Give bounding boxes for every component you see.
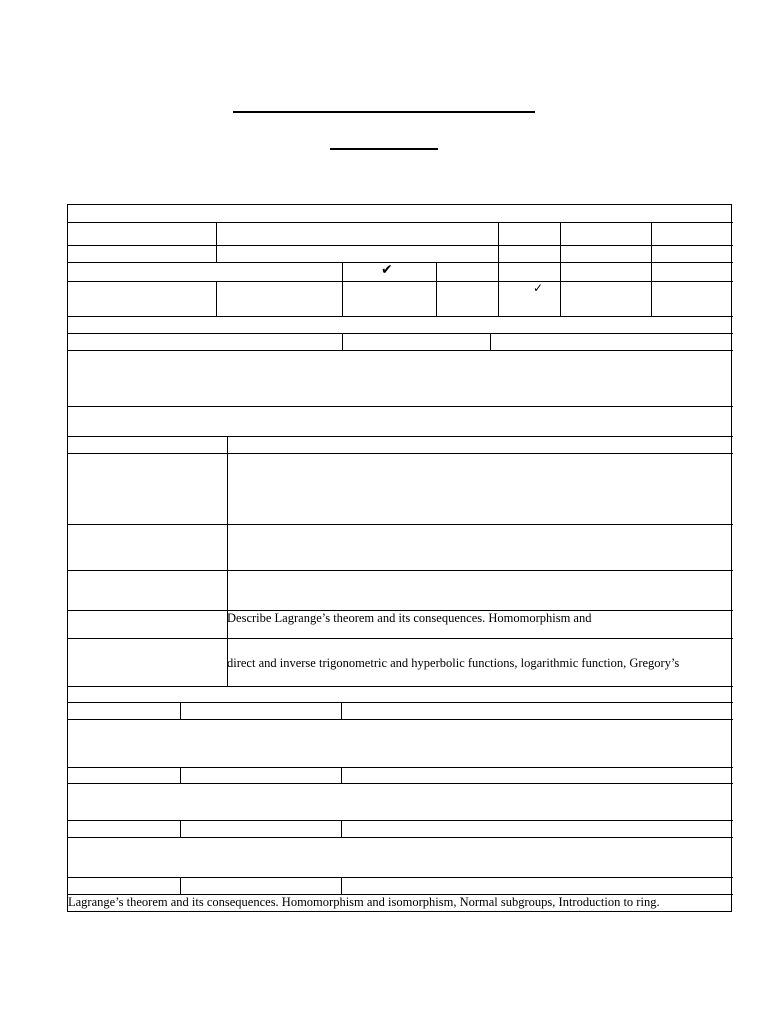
col-divider <box>651 245 652 262</box>
col-divider <box>342 281 343 316</box>
row-divider <box>68 316 733 317</box>
col-divider <box>227 436 228 686</box>
row-divider <box>68 877 733 878</box>
col-divider <box>180 877 181 894</box>
col-divider <box>216 281 217 316</box>
row-divider <box>68 524 733 525</box>
row-divider <box>68 686 733 687</box>
col-divider <box>560 222 561 245</box>
col-divider <box>341 702 342 719</box>
row-divider <box>68 783 733 784</box>
row-divider <box>68 719 733 720</box>
row-divider <box>68 702 733 703</box>
subtitle-underline <box>330 148 438 150</box>
checkmark-icon: ✓ <box>533 281 544 295</box>
row-divider <box>68 350 733 351</box>
col-divider <box>436 281 437 316</box>
row-divider <box>68 245 733 246</box>
row-divider <box>68 436 733 437</box>
form-table <box>67 204 732 912</box>
row-divider <box>68 406 733 407</box>
row-divider <box>68 281 733 282</box>
col-divider <box>341 820 342 837</box>
row-divider <box>68 767 733 768</box>
col-divider <box>180 702 181 719</box>
col-divider <box>342 262 343 281</box>
col-divider <box>498 281 499 316</box>
col-divider <box>216 222 217 245</box>
col-divider <box>498 222 499 245</box>
col-divider <box>216 245 217 262</box>
row-divider <box>68 333 733 334</box>
row-divider <box>68 638 733 639</box>
col-divider <box>436 262 437 281</box>
col-divider <box>180 767 181 783</box>
col-divider <box>651 262 652 281</box>
col-divider <box>498 245 499 262</box>
title-underline <box>233 111 535 113</box>
footer-text: Lagrange’s theorem and its consequences. Homomorphism and isomorphism, Normal subgroups, Introduction to ring. <box>68 895 660 909</box>
row-divider <box>68 837 733 838</box>
col-divider <box>560 262 561 281</box>
col-divider <box>490 333 491 350</box>
col-divider <box>498 262 499 281</box>
row-divider <box>68 222 733 223</box>
col-divider <box>180 820 181 837</box>
col-divider <box>342 333 343 350</box>
col-divider <box>341 877 342 894</box>
row-divider <box>68 570 733 571</box>
row-divider <box>68 453 733 454</box>
checkmark-icon: ✔ <box>381 262 393 278</box>
col-divider <box>560 281 561 316</box>
row-text-functions: direct and inverse trigonometric and hyperbolic functions, logarithmic function, Gregory’s <box>227 656 680 670</box>
row-divider <box>68 820 733 821</box>
col-divider <box>651 281 652 316</box>
col-divider <box>651 222 652 245</box>
col-divider <box>341 767 342 783</box>
col-divider <box>560 245 561 262</box>
row-text-lagrange: Describe Lagrange’s theorem and its consequences. Homomorphism and <box>227 611 592 625</box>
row-divider <box>68 262 733 263</box>
